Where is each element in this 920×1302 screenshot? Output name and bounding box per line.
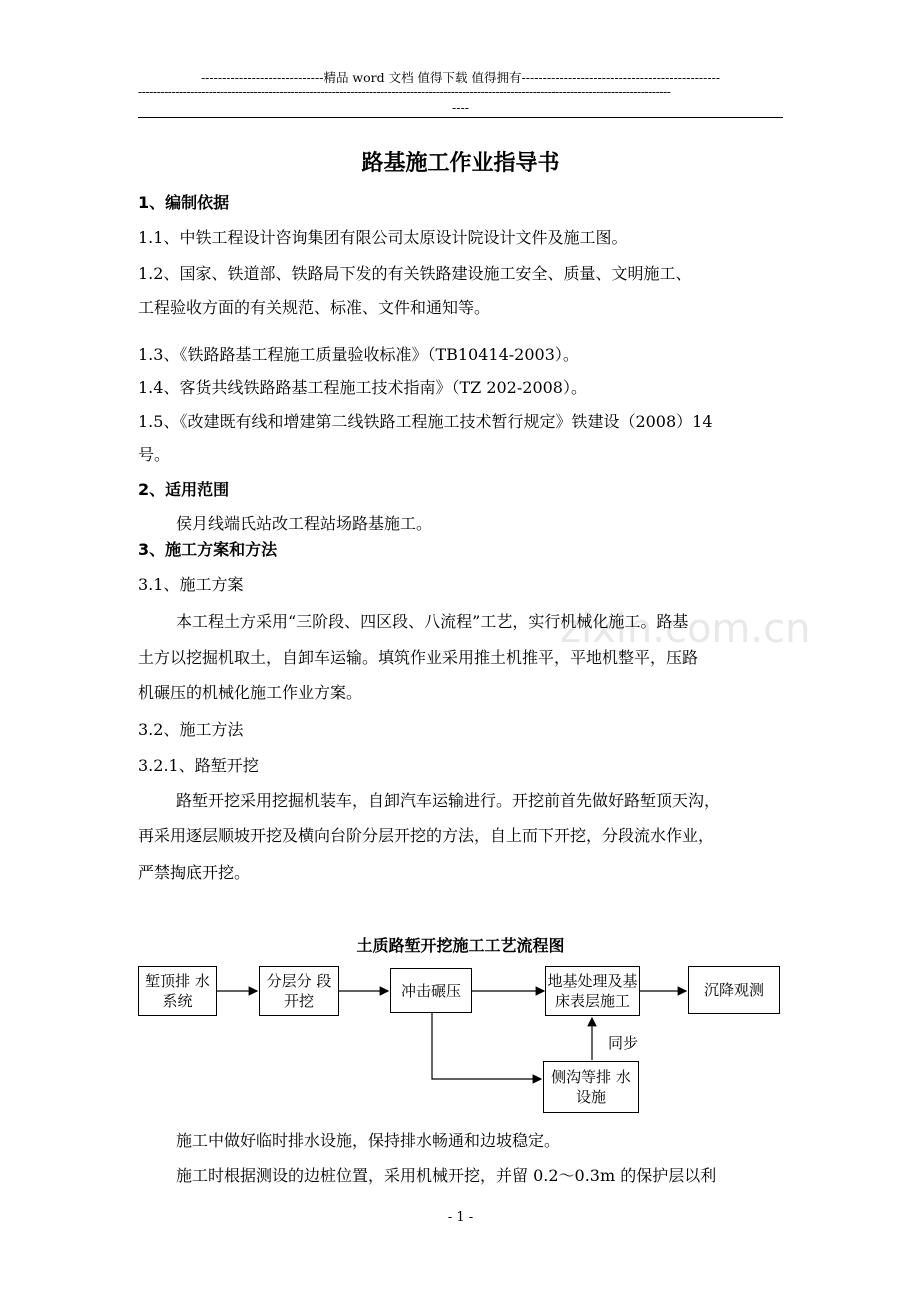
flow-sync-label: 同步 bbox=[608, 1034, 639, 1052]
paragraph-1-5a: 1.5、《改建既有线和增建第二线铁路工程施工技术暂行规定》铁建设（2008）14 bbox=[138, 412, 713, 431]
paragraph-1-3: 1.3、《铁路路基工程施工质量验收标准》（TB10414-2003）。 bbox=[138, 345, 579, 364]
paragraph-4: 施工中做好临时排水设施，保持排水畅通和边坡稳定。 bbox=[176, 1131, 561, 1150]
paragraph-1-1: 1.1、中铁工程设计咨询集团有限公司太原设计院设计文件及施工图。 bbox=[138, 228, 628, 247]
flow-box-impact-rolling-label: 冲击碾压 bbox=[400, 981, 461, 1000]
flow-box-side-ditch bbox=[543, 1061, 639, 1113]
header-line-2: ----------------------------------------------------------------------------------------------------------------------------------------------- bbox=[138, 84, 671, 99]
flow-box-side-ditch-line2: 设施 bbox=[575, 1088, 606, 1106]
flowchart-title: 土质路堑开挖施工工艺流程图 bbox=[356, 936, 565, 955]
flow-box-layered-excavation-line1: 分层分 段 bbox=[266, 972, 332, 990]
flow-box-foundation-treatment-line2: 床表层施工 bbox=[554, 992, 630, 1010]
paragraph-3-2b: 再采用逐层顺坡开挖及横向台阶分层开挖的方法，自上而下开挖，分段流水作业， bbox=[138, 826, 715, 845]
document-title: 路基施工作业指导书 bbox=[361, 151, 560, 176]
flow-box-layered-excavation-line2: 开挖 bbox=[283, 992, 314, 1010]
arrow-box3-to-box6 bbox=[432, 1013, 541, 1079]
section-2-heading: 2、适用范围 bbox=[138, 480, 230, 499]
flow-box-foundation-treatment-line1: 地基处理及基 bbox=[547, 972, 638, 990]
section-3-heading: 3、施工方案和方法 bbox=[138, 540, 278, 559]
page-number: - 1 - bbox=[447, 1210, 474, 1225]
flow-box-settlement-observation bbox=[688, 966, 780, 1014]
flow-box-drainage-top-line1: 堑顶排 水 bbox=[145, 972, 210, 990]
paragraph-1-2a: 1.2、国家、铁道部、铁路局下发的有关铁路建设施工安全、质量、文明施工、 bbox=[138, 264, 692, 283]
flow-box-foundation-treatment bbox=[545, 966, 640, 1016]
flow-box-settlement-observation-label: 沉降观测 bbox=[703, 981, 764, 999]
paragraph-2: 侯月线端氏站改工程站场路基施工。 bbox=[176, 514, 433, 533]
flow-box-side-ditch-line1: 侧沟等排 水 bbox=[551, 1068, 631, 1086]
watermark: zixin.com.cn bbox=[560, 606, 811, 652]
paragraph-3-1c: 机碾压的机械化施工作业方案。 bbox=[138, 683, 363, 702]
flow-box-layered-excavation bbox=[259, 966, 339, 1016]
header-line-1: -----------------------------精品 word 文档 值得下载 值得拥有----------------------------------------------- bbox=[200, 70, 721, 85]
header-line-3: ---- bbox=[452, 100, 469, 115]
subsection-3-2: 3.2、施工方法 bbox=[138, 720, 244, 739]
paragraph-1-5b: 号。 bbox=[138, 445, 171, 464]
paragraph-3-2c: 严禁掏底开挖。 bbox=[138, 863, 251, 882]
subsection-3-2-1: 3.2.1、路堑开挖 bbox=[138, 756, 259, 775]
paragraph-1-4: 1.4、客货共线铁路路基工程施工技术指南》（TZ 202-2008）。 bbox=[138, 378, 587, 397]
paragraph-3-1b: 土方以挖掘机取土，自卸车运输。填筑作业采用推土机推平，平地机整平，压路 bbox=[138, 648, 699, 667]
subsection-3-1: 3.1、施工方案 bbox=[138, 575, 244, 594]
flow-box-drainage-top-line2: 系统 bbox=[162, 992, 193, 1010]
paragraph-1-2b: 工程验收方面的有关规范、标准、文件和通知等。 bbox=[138, 298, 491, 317]
flow-box-drainage-top bbox=[138, 966, 217, 1016]
paragraph-3-2a: 路堑开挖采用挖掘机装车，自卸汽车运输进行。开挖前首先做好路堑顶天沟， bbox=[176, 791, 721, 810]
flow-box-impact-rolling bbox=[390, 968, 472, 1013]
paragraph-5: 施工时根据测设的边桩位置，采用机械开挖，并留 0.2～0.3m 的保护层以利 bbox=[176, 1166, 717, 1185]
paragraph-3-1a: 本工程土方采用“三阶段、四区段、八流程”工艺，实行机械化施工。路基 bbox=[176, 612, 689, 631]
section-1-heading: 1、编制依据 bbox=[138, 193, 230, 212]
